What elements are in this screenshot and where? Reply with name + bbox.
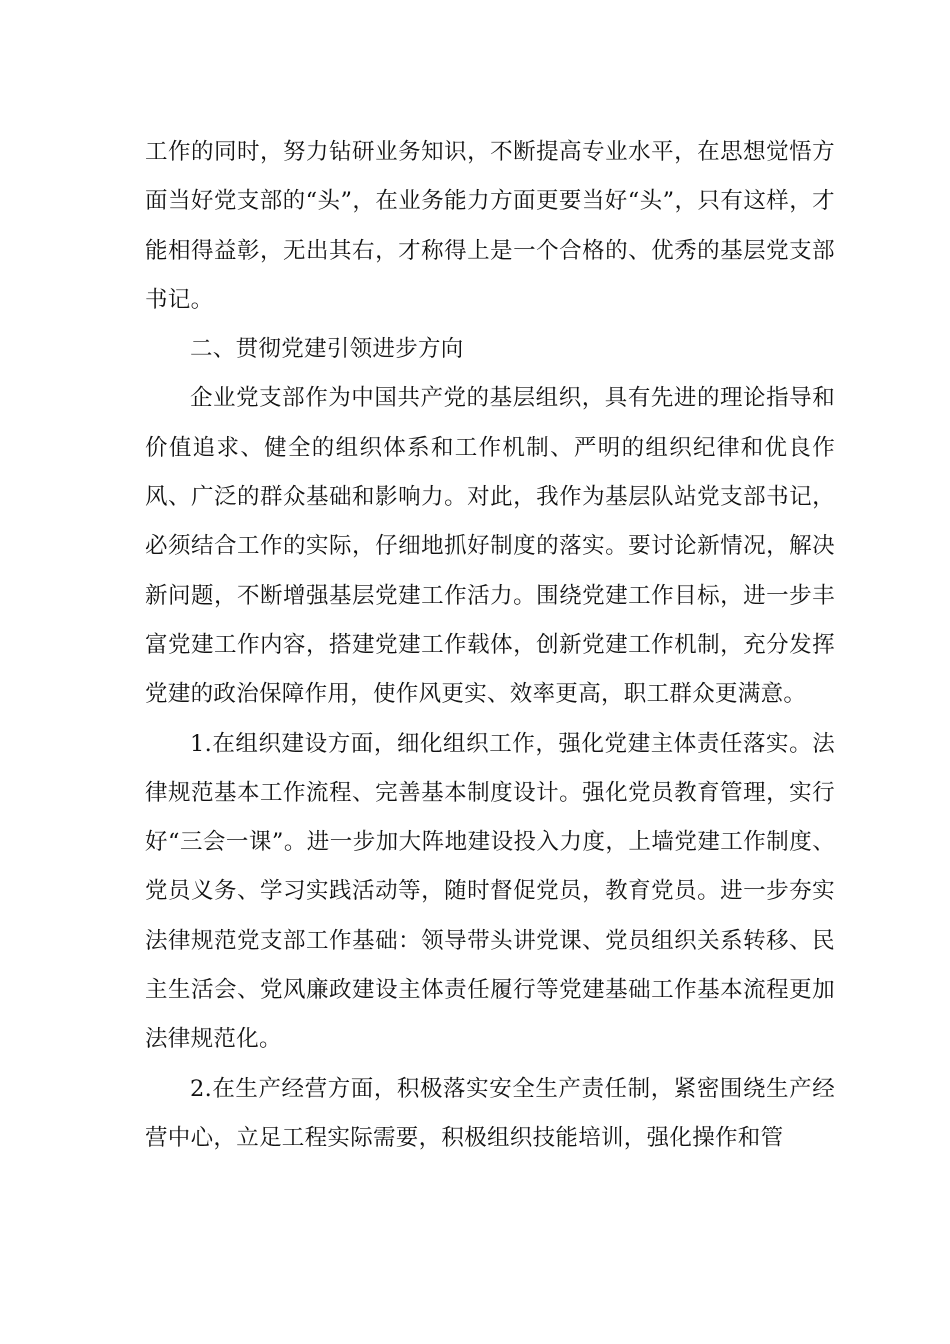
paragraph-intro: 企业党支部作为中国共产党的基层组织，具有先进的理论指导和价值追求、健全的组织体系和工作机制、严明的组织纪律和优良作风、广泛的群众基础和影响力。对此，我作为基层队站党支部书记，必须结合工作的实际，仔细地抓好制度的落实。要讨论新情况，解决新问题，不断增强基层党建工作活力。围绕党建工作目标，进一步丰富党建工作内容，搭建党建工作载体，创新党建工作机制，充分发挥党建的政治保障作用，使作风更实、效率更高，职工群众更满意。: [145, 385, 835, 708]
section-heading: 二、贯彻党建引领进步方向: [190, 336, 464, 363]
paragraph-item-2: 2.在生产经营方面，积极落实安全生产责任制，紧密围绕生产经营中心，立足工程实际需要，积极组织技能培训，强化操作和管: [145, 1075, 835, 1151]
document-body: [145, 128, 835, 1163]
paragraph-continuation: 工作的同时，努力钻研业务知识，不断提高专业水平，在思想觉悟方面当好党支部的“头”，在业务能力方面更要当好“头”，只有这样，才能相得益彰，无出其右，才称得上是一个合格的、优秀的基层党支部书记。: [145, 139, 835, 313]
paragraph-item-1: 1.在组织建设方面，细化组织工作，强化党建主体责任落实。法律规范基本工作流程、完善基本制度设计。强化党员教育管理，实行好“三会一课”。进一步加大阵地建设投入力度，上墙党建工作制度、党员义务、学习实践活动等，随时督促党员，教育党员。进一步夯实法律规范党支部工作基础：领导带头讲党课、党员组织关系转移、民主生活会、党风廉政建设主体责任履行等党建基础工作基本流程更加法律规范化。: [145, 730, 835, 1053]
